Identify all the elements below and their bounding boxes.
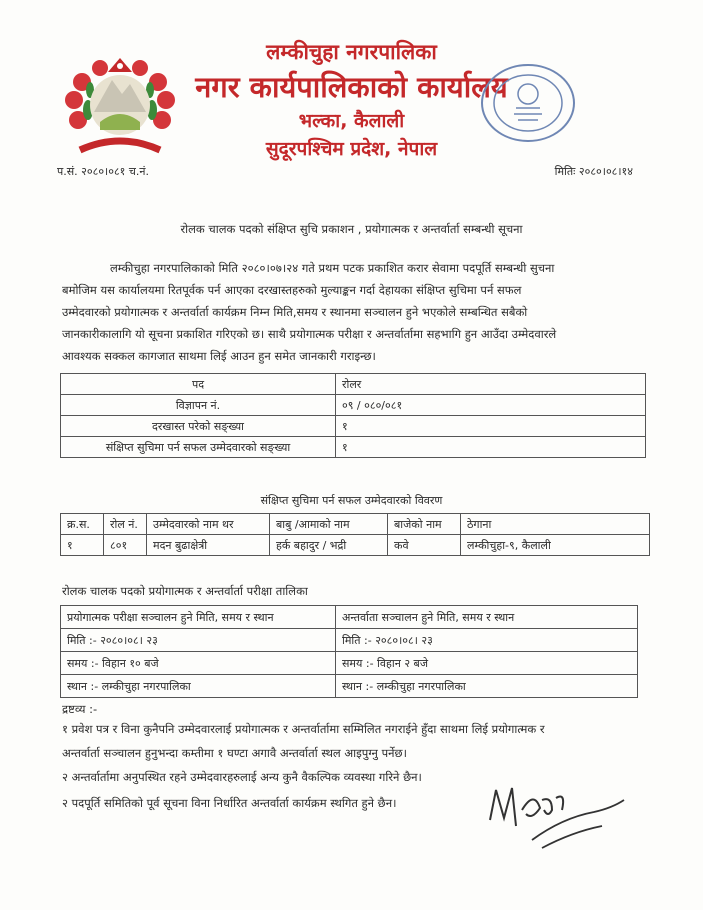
body-line: उम्मेदवारको प्रयोगात्मक र अन्तर्वार्ता कार्यक्रम निम्न मिति,समय र स्थानमा सञ्चालन हुने भएकोले सम्बन्धित सबैको (62, 305, 528, 319)
candidates-table (60, 513, 650, 556)
notes-heading: द्रष्टव्य :- (62, 702, 98, 716)
table-row (61, 629, 638, 652)
post-summary-table (60, 373, 646, 458)
signature-icon (482, 770, 632, 860)
body-line: बमोजिम यस कार्यालयमा रितपूर्वक पर्न आएका दरखास्तहरुको मुल्याङ्कन गर्दा देहायका संक्षिप्त सुचिमा पर्न सफल (62, 283, 522, 297)
table-header-row (61, 514, 650, 535)
note-item: अन्तर्वार्ता सञ्चालन हुनुभन्दा कम्तीमा १ घण्टा अगावै अन्तर्वार्ता स्थल आइपुग्नु पर्नेछ। (62, 746, 407, 760)
issue-date: मितिः २०८०।०८।१४ (554, 165, 633, 178)
table-cell: लम्कीचुहा-९, कैलाली (461, 535, 650, 556)
table-row (61, 535, 650, 556)
office-seal-icon (478, 60, 578, 146)
table-cell: पद (61, 374, 336, 395)
table-cell: समय :- विहान १० बजे (61, 652, 336, 675)
candidates-heading: संक्षिप्त सुचिमा पर्न सफल उम्मेदवारको विवरण (260, 494, 443, 507)
table-cell: दरखास्त परेको सङ्ख्या (61, 416, 336, 437)
table-cell: समय :- विहान २ बजे (336, 652, 638, 675)
table-cell: १ (61, 535, 104, 556)
table-cell: १ (336, 416, 646, 437)
table-header-row (61, 606, 638, 629)
table-cell: कवे (388, 535, 461, 556)
table-cell: मिति :- २०८०।०८। २३ (336, 629, 638, 652)
body-line: जानकारीकालागि यो सूचना प्रकाशित गरिएको छ। साथै प्रयोगात्मक परीक्षा र अन्तर्वार्तामा सहभागि हुन आउँदा उम्मेदवारले (62, 327, 557, 341)
column-header: रोल नं. (104, 514, 147, 535)
column-header: बाबु /आमाको नाम (270, 514, 388, 535)
table-cell: ०९ / ०८०/०८१ (336, 395, 646, 416)
municipality-name: लम्कीचुहा नगरपालिका (266, 40, 437, 64)
note-item: २ पदपूर्ति समितिको पूर्व सूचना विना निर्धारित अन्तर्वार्ता कार्यक्रम स्थगित हुने छैन। (62, 796, 397, 810)
office-location: भल्का, कैलाली (298, 110, 405, 132)
column-header: बाजेको नाम (388, 514, 461, 535)
schedule-table (60, 605, 638, 698)
table-cell: मदन बुढाक्षेत्री (147, 535, 270, 556)
note-item: १ प्रवेश पत्र र विना कुनैपनि उम्मेदवारलाई प्रयोगात्मक र अन्तर्वार्तामा सम्मिलित नगराईने हुँदा साथमा लिई प्रयोगात्मक र (62, 722, 545, 736)
table-cell: हर्क बहादुर / भद्री (270, 535, 388, 556)
table-cell: संक्षिप्त सुचिमा पर्न सफल उम्मेदवारको सङ्ख्या (61, 437, 336, 458)
table-cell: ८०१ (104, 535, 147, 556)
table-cell: विज्ञापन नं. (61, 395, 336, 416)
schedule-heading: रोलक चालक पदको प्रयोगात्मक र अन्तर्वार्ता परीक्षा तालिका (62, 584, 308, 598)
notice-body (62, 257, 640, 367)
office-province: सुदूरपश्चिम प्रदेश, नेपाल (265, 138, 438, 160)
body-line: आवश्यक सक्कल कागजात साथमा लिई आउन हुन समेत जानकारी गराइन्छ। (62, 349, 376, 363)
note-item: २ अन्तर्वार्तामा अनुपस्थित रहने उम्मेदवारहरुलाई अन्य कुनै वैकल्पिक व्यवस्था गरिने छैन। (62, 770, 422, 784)
table-row (61, 395, 646, 416)
table-cell: स्थान :- लम्कीचुहा नगरपालिका (61, 675, 336, 698)
body-line: लम्कीचुहा नगरपालिकाको मिति २०८०।०७।२४ गते प्रथम पटक प्रकाशित करार सेवामा पदपूर्ति सम्बन्धी सुचना (110, 261, 555, 275)
column-header: उम्मेदवारको नाम थर (147, 514, 270, 535)
table-row (61, 437, 646, 458)
table-row (61, 675, 638, 698)
table-row (61, 374, 646, 395)
table-row (61, 416, 646, 437)
notice-title: रोलक चालक पदको संक्षिप्त सुचि प्रकाशन , प्रयोगात्मक र अन्तर्वार्ता सम्बन्धी सूचना (180, 222, 523, 236)
table-row (61, 652, 638, 675)
column-header: प्रयोगात्मक परीक्षा सञ्चालन हुने मिति, समय र स्थान (61, 606, 336, 629)
table-cell: १ (336, 437, 646, 458)
column-header: क्र.स. (61, 514, 104, 535)
office-name: नगर कार्यपालिकाको कार्यालय (195, 70, 508, 104)
table-cell: स्थान :- लम्कीचुहा नगरपालिका (336, 675, 638, 698)
letter-number: प.सं. २०८०।०८१ च.नं. (57, 165, 149, 178)
table-cell: मिति :- २०८०।०८। २३ (61, 629, 336, 652)
column-header: ठेगाना (461, 514, 650, 535)
column-header: अन्तर्वाता सञ्चालन हुने मिति, समय र स्थान (336, 606, 638, 629)
table-cell: रोलर (336, 374, 646, 395)
